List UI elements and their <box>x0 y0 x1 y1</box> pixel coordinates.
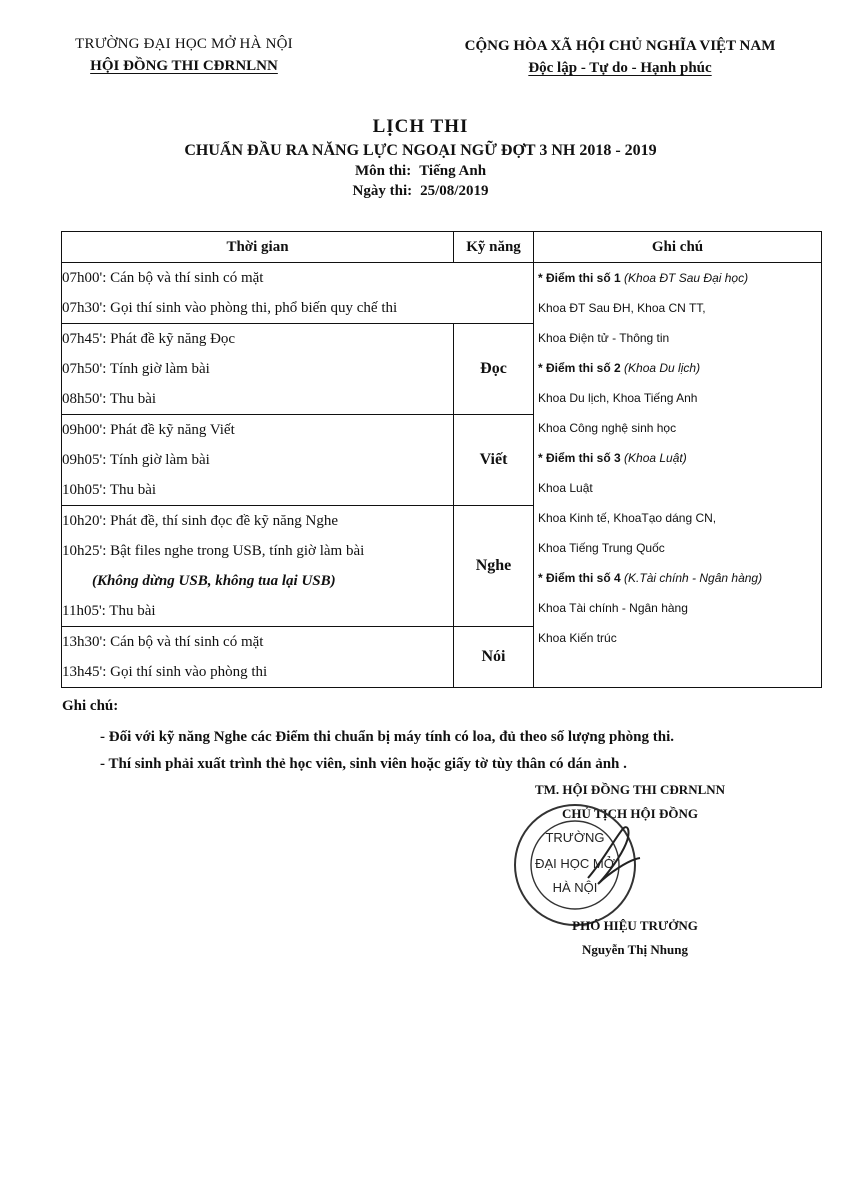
footnote-title: Ghi chú: <box>62 698 119 714</box>
country-name: CỘNG HÒA XÃ HỘI CHỦ NGHĨA VIỆT NAM <box>464 38 776 54</box>
signer-name: Nguyễn Thị Nhung <box>582 942 688 957</box>
note-site-3: * Điểm thi số 3 (Khoa Luật) <box>538 451 687 465</box>
group-reading-times <box>62 324 454 415</box>
time-row: 07h50': Tính giờ làm bài <box>62 361 210 377</box>
title-block <box>0 116 841 200</box>
group-speaking-times <box>62 627 454 688</box>
time-row: 10h25': Bật files nghe trong USB, tính giờ làm bài <box>62 543 365 559</box>
time-row: 10h05': Thu bài <box>62 482 157 498</box>
notes-column <box>534 263 822 688</box>
signer-title: PHÓ HIỆU TRƯỞNG <box>572 918 698 933</box>
time-row: 07h00': Cán bộ và thí sinh có mặt <box>62 270 264 286</box>
note-item: Khoa Tiếng Trung Quốc <box>538 541 665 555</box>
footnote-item: - Đối với kỹ năng Nghe các Điểm thi chuẩn bị máy tính có loa, đủ theo số lượng phòng thi. <box>100 729 675 745</box>
date-line <box>0 183 841 200</box>
time-row: 11h05': Thu bài <box>62 603 156 619</box>
subject-value: Tiếng Anh <box>419 163 487 179</box>
header-skill: Kỹ năng <box>454 232 534 263</box>
header-notes: Ghi chú <box>534 232 822 263</box>
subject-line <box>0 163 841 180</box>
usb-instruction: (Không dừng USB, không tua lại USB) <box>92 573 336 589</box>
signature-line1: TM. HỘI ĐỒNG THI CĐRNLNN <box>534 782 726 797</box>
group-listening-times <box>62 506 454 627</box>
document-title: LỊCH THI <box>372 116 469 137</box>
seal-text-1: TRƯỜNG <box>545 830 605 845</box>
note-item: Khoa Công nghệ sinh học <box>538 421 677 435</box>
document-subtitle: CHUẨN ĐẦU RA NĂNG LỰC NGOẠI NGỮ ĐỢT 3 NH 2018 - 2019 <box>184 142 657 159</box>
table-row <box>62 263 822 324</box>
motto: Độc lập - Tự do - Hạnh phúc <box>528 60 712 76</box>
subject-label: Môn thi: <box>354 163 412 179</box>
group-arrival-times <box>62 263 534 324</box>
note-item: Khoa Du lịch, Khoa Tiếng Anh <box>538 391 698 405</box>
header-right <box>440 38 800 77</box>
note-site-2: * Điểm thi số 2 (Khoa Du lịch) <box>538 361 701 375</box>
time-row: 13h30': Cán bộ và thí sinh có mặt <box>62 634 264 650</box>
note-site-4: * Điểm thi số 4 (K.Tài chính - Ngân hàng) <box>538 571 763 585</box>
time-row: 10h20': Phát đề, thí sinh đọc đề kỹ năng Nghe <box>62 513 338 529</box>
time-row: 08h50': Thu bài <box>62 391 157 407</box>
schedule-table <box>61 231 822 688</box>
note-item: Khoa Kiến trúc <box>538 631 617 645</box>
skill-listening: Nghe <box>454 506 534 627</box>
signature-line2: CHỦ TỊCH HỘI ĐỒNG <box>562 806 698 821</box>
time-row: 13h45': Gọi thí sinh vào phòng thi <box>62 664 268 680</box>
seal-text-2: ĐẠI HỌC MỞ <box>535 856 615 871</box>
skill-speaking: Nói <box>454 627 534 688</box>
time-row: 09h05': Tính giờ làm bài <box>62 452 210 468</box>
skill-writing: Viết <box>454 415 534 506</box>
time-row: 07h45': Phát đề kỹ năng Đọc <box>62 331 236 347</box>
time-row: 09h00': Phát đề kỹ năng Viết <box>62 422 235 438</box>
note-item: Khoa Kinh tế, KhoaTạo dáng CN, <box>538 511 717 525</box>
header-time: Thời gian <box>62 232 454 263</box>
council-name: HỘI ĐỒNG THI CĐRNLNN <box>90 58 278 74</box>
note-item: Khoa Tài chính - Ngân hàng <box>538 601 688 615</box>
header-left <box>54 36 314 75</box>
note-item: Khoa Luật <box>538 481 593 495</box>
skill-reading: Đọc <box>454 324 534 415</box>
group-writing-times <box>62 415 454 506</box>
footnote-item: - Thí sinh phải xuất trình thẻ học viên, sinh viên hoặc giấy tờ tùy thân có dán ảnh . <box>100 756 627 772</box>
note-item: Khoa ĐT Sau ĐH, Khoa CN TT, <box>538 301 706 315</box>
date-value: 25/08/2019 <box>420 183 489 199</box>
table-header-row <box>62 232 822 263</box>
note-item: Khoa Điện tử - Thông tin <box>538 331 670 345</box>
footnotes <box>62 698 822 783</box>
time-row: 07h30': Gọi thí sinh vào phòng thi, phổ biến quy chế thi <box>62 300 398 316</box>
official-seal <box>490 800 670 930</box>
seal-text-3: HÀ NỘI <box>552 880 598 895</box>
date-label: Ngày thi: <box>352 183 413 199</box>
university-name: TRƯỜNG ĐẠI HỌC MỞ HÀ NỘI <box>75 36 293 52</box>
note-site-1: * Điểm thi số 1 (Khoa ĐT Sau Đại học) <box>538 271 749 285</box>
